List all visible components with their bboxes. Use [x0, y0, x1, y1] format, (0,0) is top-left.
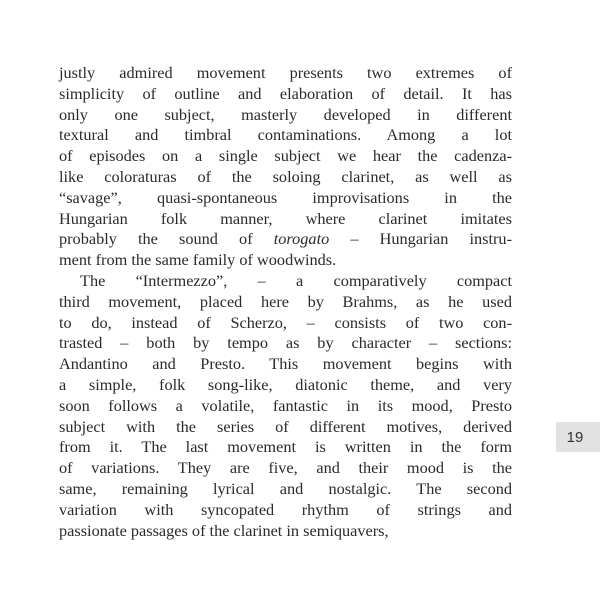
text-segment: ment from the same family of woodwinds. — [59, 250, 337, 270]
page-number: 19 — [566, 428, 584, 446]
text-line — [59, 417, 512, 438]
text-segment: probably the sound of — [59, 229, 274, 249]
text-segment: – Hungarian instru- — [329, 229, 512, 249]
text-segment: trasted – both by tempo as by character – sections: — [59, 333, 512, 353]
text-line — [59, 437, 512, 458]
text-line — [59, 354, 512, 375]
text-line — [59, 105, 512, 126]
text-line — [59, 500, 512, 521]
text-segment: simplicity of outline and elaboration of detail. It has — [59, 83, 512, 103]
text-line — [59, 84, 512, 105]
paragraph — [59, 63, 512, 271]
text-line — [59, 63, 512, 84]
body-text — [59, 63, 512, 541]
text-line — [59, 146, 512, 167]
page-number-tab — [556, 422, 600, 452]
text-line — [59, 458, 512, 479]
text-segment: Andantino and Presto. This movement begins with — [59, 354, 512, 374]
text-line — [59, 250, 512, 271]
text-line — [59, 333, 512, 354]
text-segment: to do, instead of Scherzo, – consists of two con- — [59, 312, 512, 332]
text-line — [59, 188, 512, 209]
text-segment: same, remaining lyrical and nostalgic. The second — [59, 478, 512, 498]
text-line — [59, 521, 512, 542]
text-line — [59, 229, 512, 250]
text-segment: soon follows a volatile, fantastic in its mood, Presto — [59, 395, 512, 415]
text-segment: a simple, folk song-like, diatonic theme, and very — [59, 374, 512, 394]
text-segment: subject with the series of different motives, derived — [59, 416, 512, 436]
text-segment: of variations. They are five, and their mood is the — [59, 458, 512, 478]
text-line — [59, 313, 512, 334]
text-segment: third movement, placed here by Brahms, as he used — [59, 291, 512, 311]
text-line — [59, 209, 512, 230]
text-segment: textural and timbral contaminations. Among a lot — [59, 125, 512, 145]
text-segment: Hungarian folk manner, where clarinet imitates — [59, 208, 512, 228]
text-segment: variation with syncopated rhythm of strings and — [59, 499, 512, 519]
paragraph — [59, 271, 512, 541]
text-line — [59, 125, 512, 146]
text-segment: from it. The last movement is written in the form — [59, 437, 512, 457]
text-segment: only one subject, masterly developed in different — [59, 104, 512, 124]
italic-term: torogato — [273, 229, 330, 249]
text-line — [59, 375, 512, 396]
text-segment: justly admired movement presents two extremes of — [59, 63, 512, 82]
text-segment: like coloraturas of the soloing clarinet, as well as — [59, 166, 512, 186]
text-line — [59, 479, 512, 500]
text-segment: passionate passages of the clarinet in semiquavers, — [59, 520, 389, 540]
text-line — [59, 167, 512, 188]
text-segment: The “Intermezzo”, – a comparatively compact — [80, 270, 512, 290]
text-segment: of episodes on a single subject we hear the cadenza- — [59, 146, 512, 166]
text-line — [59, 271, 512, 292]
text-segment: “savage”, quasi-spontaneous improvisations in the — [59, 187, 512, 207]
text-line — [59, 292, 512, 313]
text-line — [59, 396, 512, 417]
